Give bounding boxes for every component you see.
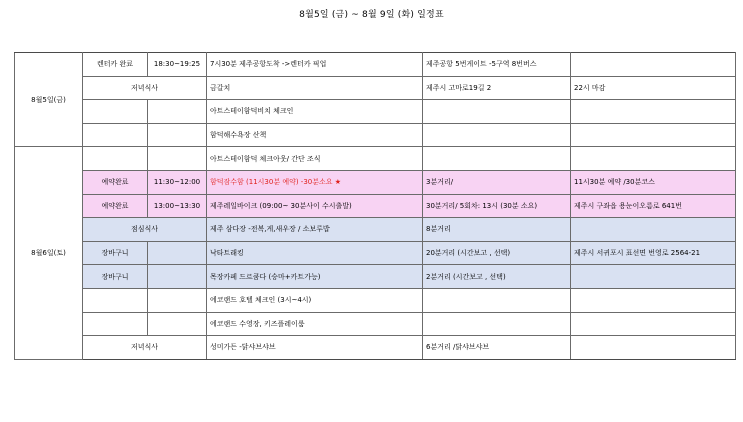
- extra-cell: 제주시 서귀포시 표선면 번영로 2564-21: [571, 241, 736, 265]
- extra-cell: [571, 336, 736, 360]
- extra-cell: [571, 53, 736, 77]
- meal-cell: 저녁식사: [83, 76, 207, 100]
- extra-cell: [571, 288, 736, 312]
- table-row: [15, 76, 736, 100]
- time-cell: [148, 147, 207, 171]
- time-cell: [148, 288, 207, 312]
- note-cell: 제주공항 5번게이트 -5구역 8번버스: [423, 53, 571, 77]
- schedule-cell: 제주 삼다장 -전복,게,새우장 / 소보루밥: [207, 218, 423, 242]
- note-cell: 8분거리: [423, 218, 571, 242]
- extra-cell: 22시 마감: [571, 76, 736, 100]
- time-cell: [148, 265, 207, 289]
- table-row-reserved: [15, 170, 736, 194]
- table-row-reserved: [15, 194, 736, 218]
- table-row-meal: [15, 218, 736, 242]
- table-row-meal: [15, 336, 736, 360]
- note-cell: [423, 312, 571, 336]
- status-cell: [83, 123, 148, 147]
- extra-cell: [571, 265, 736, 289]
- page-title: 8월5일 (금) ~ 8월 9일 (화) 일정표: [299, 10, 444, 20]
- note-cell: [423, 100, 571, 124]
- meal-cell: 점심식사: [83, 218, 207, 242]
- schedule-cell: 에코랜드 호텔 체크인 (3시~4시): [207, 288, 423, 312]
- note-cell: 6분거리 /닭샤브샤브: [423, 336, 571, 360]
- table-row: [15, 147, 736, 171]
- schedule-cell: 7시30분 제주공항도착 ->렌터카 픽업: [207, 53, 423, 77]
- schedule-cell: 아트스테이함덕 체크아웃/ 간단 조식: [207, 147, 423, 171]
- meal-cell: 저녁식사: [83, 336, 207, 360]
- status-cell: [83, 147, 148, 171]
- schedule-cell: 목장카페 드르쿰다 (승마+카트가능): [207, 265, 423, 289]
- extra-cell: [571, 218, 736, 242]
- table-row-cart: [15, 241, 736, 265]
- table-row: [15, 288, 736, 312]
- note-cell: [423, 288, 571, 312]
- note-cell: [423, 147, 571, 171]
- status-cell: 렌터카 완료: [83, 53, 148, 77]
- time-cell: [148, 241, 207, 265]
- extra-cell: [571, 100, 736, 124]
- table-row: [15, 100, 736, 124]
- table-row: [15, 53, 736, 77]
- schedule-cell: 낙타트래킹: [207, 241, 423, 265]
- extra-cell: 11시30분 예약 /30분코스: [571, 170, 736, 194]
- note-cell: 20분거리 (시간보고 , 선택): [423, 241, 571, 265]
- time-cell: [148, 312, 207, 336]
- schedule-cell: 함덕잠수함 (11시30분 예약) -30분소요 ★: [207, 170, 423, 194]
- extra-cell: [571, 312, 736, 336]
- status-cell: 장바구니: [83, 241, 148, 265]
- time-cell: [148, 123, 207, 147]
- time-cell: 18:30~19:25: [148, 53, 207, 77]
- note-cell: 2분거리 (시간보고 , 선택): [423, 265, 571, 289]
- status-cell: 예약완료: [83, 170, 148, 194]
- note-cell: 제주시 고마로19길 2: [423, 76, 571, 100]
- schedule-cell: 성미가든 -닭샤브샤브: [207, 336, 423, 360]
- schedule-cell: 금갈치: [207, 76, 423, 100]
- status-cell: [83, 288, 148, 312]
- table-row: [15, 123, 736, 147]
- day-label: 8월6일(토): [15, 147, 83, 359]
- note-cell: 3분거리/: [423, 170, 571, 194]
- schedule-cell: 제주레일바이크 (09:00~ 30분사이 수시출발): [207, 194, 423, 218]
- schedule-cell: 에코랜드 수영장, 키즈플레이룸: [207, 312, 423, 336]
- time-cell: 11:30~12:00: [148, 170, 207, 194]
- status-cell: 장바구니: [83, 265, 148, 289]
- extra-cell: [571, 147, 736, 171]
- time-cell: [148, 100, 207, 124]
- note-cell: [423, 123, 571, 147]
- status-cell: [83, 312, 148, 336]
- day-label: 8월5일(금): [15, 53, 83, 147]
- extra-cell: 제주시 구좌읍 용눈이오름로 641번: [571, 194, 736, 218]
- schedule-table: [14, 52, 736, 360]
- extra-cell: [571, 123, 736, 147]
- table-row: [15, 312, 736, 336]
- schedule-cell: 아트스테이함덕비치 체크인: [207, 100, 423, 124]
- time-cell: 13:00~13:30: [148, 194, 207, 218]
- status-cell: 예약완료: [83, 194, 148, 218]
- status-cell: [83, 100, 148, 124]
- note-cell: 30분거리/ 5회차: 13시 (30분 소요): [423, 194, 571, 218]
- schedule-cell: 함덕해수욕장 산책: [207, 123, 423, 147]
- table-row-cart: [15, 265, 736, 289]
